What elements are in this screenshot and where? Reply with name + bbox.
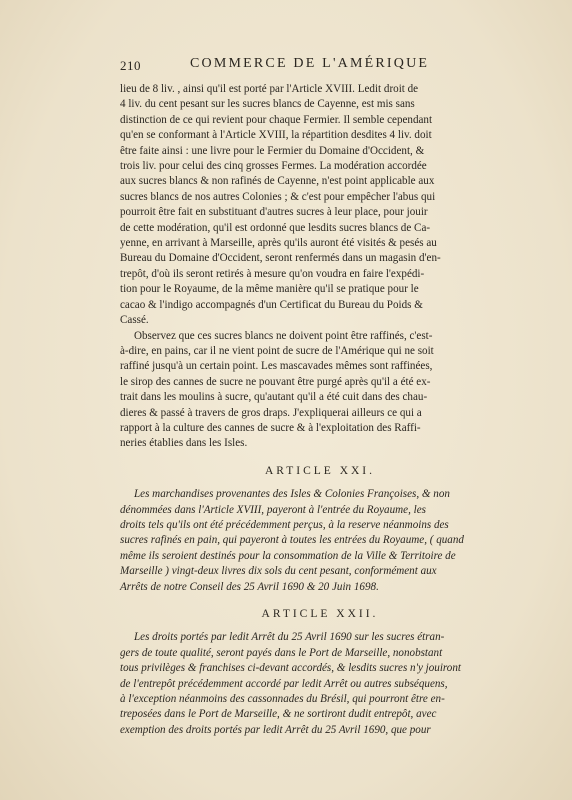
page-body: [120, 82, 520, 738]
text-line: 4 liv. du cent pesant sur les sucres blancs de Cayenne, est mis sans: [120, 98, 415, 111]
article-21-heading: ARTICLE XXI.: [264, 464, 376, 477]
text-line: Les droits portés par ledit Arrêt du 25 Avril 1690 sur les sucres étran-: [134, 631, 445, 644]
text-line: tion pour le Royaume, de la même manière qu'il se pratique pour le: [120, 283, 419, 296]
text-line: qu'en se conformant à l'Article XVIII, la répartition desdites 4 liv. doit: [120, 129, 432, 142]
text-line: sucres blancs de nos autres Colonies ; & c'est pour empêcher l'abus qui: [120, 190, 436, 203]
text-line: trepôt, d'où ils seront retirés à mesure qu'on voudra en faire l'expédi-: [120, 267, 425, 280]
text-line: Arrêts de notre Conseil des 25 Avril 1690 & 20 Juin 1698.: [120, 580, 379, 593]
text-line: raffiné jusqu'à un certain point. Les mascavades mêmes sont raffinées,: [120, 360, 433, 373]
text-line: à l'exception néanmoins des cassonnades du Brésil, qui pourront être en-: [120, 693, 445, 706]
text-line: cacao & l'indigo accompagnés d'un Certificat du Bureau du Poids &: [120, 298, 423, 311]
text-line: pourroit être fait en substituant d'autres sucres à leur place, pour jouir: [120, 206, 428, 219]
text-line: Marseille ) vingt-deux livres dix sols du cent pesant, conformément aux: [120, 565, 437, 578]
paragraph-1: [120, 82, 520, 329]
text-line: rapport à la culture des cannes de sucre & à l'exploitation des Raffi-: [120, 421, 421, 434]
running-head: COMMERCE DE L'AMÉRIQUE: [190, 56, 430, 71]
text-line: trois liv. pour celui des cinq grosses Fermes. La modération accordée: [120, 160, 427, 173]
text-line: de cette modération, qu'il est ordonné que lesdits sucres blancs de Ca-: [120, 221, 431, 234]
text-line: neries établies dans les Isles.: [120, 437, 248, 450]
text-line: lieu de 8 liv. , ainsi qu'il est porté par l'Article XVIII. Ledit droit de: [120, 83, 419, 95]
text-line: être faite ainsi : une livre pour le Fermier du Domaine d'Occident, &: [120, 144, 425, 157]
paragraph-2: [120, 329, 520, 452]
text-line: distinction de ce qui revient pour chaque Fermier. Il semble cependant: [120, 113, 433, 126]
article-22-text: [120, 630, 520, 738]
text-line: même ils seroient destinés pour la consommation de la Ville & Territoire de: [120, 549, 456, 562]
text-line: sucres rafinés en pain, qui payeront à toutes les entrées du Royaume, ( quand: [120, 534, 464, 547]
text-line: tous privilèges & franchises ci-devant accordés, & lesdits sucres n'y jouiront: [120, 662, 461, 675]
page-number: 210: [120, 58, 141, 73]
text-line: aux sucres blancs & non rafinés de Cayenne, n'est point applicable aux: [120, 175, 435, 188]
text-line: Cassé.: [120, 314, 149, 327]
page-header: [120, 56, 515, 78]
text-line: le sirop des cannes de sucre ne pouvant être purgé après qu'il a été ex-: [120, 375, 431, 388]
text-line: à-dire, en pains, car il ne vient point de sucre de l'Amérique qui ne soit: [120, 344, 434, 357]
text-line: Les marchandises provenantes des Isles & Colonies Françoises, & non: [134, 488, 450, 501]
text-line: de l'entrepôt précédemment accordé par ledit Arrêt ou autres subséquens,: [120, 677, 448, 690]
text-line: exemption des droits portés par ledit Arrêt du 25 Avril 1690, que pour: [120, 723, 431, 736]
article-21-text: [120, 487, 520, 595]
text-line: Observez que ces sucres blancs ne doivent point être raffinés, c'est-: [134, 329, 433, 342]
text-line: gers de toute qualité, seront payés dans le Port de Marseille, nonobstant: [120, 646, 443, 659]
text-line: dénommées dans l'Article XVIII, payeront à l'entrée du Royaume, les: [120, 503, 426, 516]
text-line: yenne, en arrivant à Marseille, après qu'ils auront été visités & pesés au: [120, 237, 437, 250]
text-line: droits tels qu'ils ont été précédemment perçus, à la reserve néanmoins des: [120, 518, 449, 531]
text-line: Bureau du Domaine d'Occident, seront renfermés dans un magasin d'en-: [120, 252, 441, 265]
text-line: trait dans les moulins à sucre, qu'autant qu'il a été cuit dans des chau-: [120, 391, 428, 404]
text-line: dieres & passé à travers de gros draps. J'expliquerai ailleurs ce qui a: [120, 406, 422, 419]
text-line: treposées dans le Port de Marseille, & ne sortiront dudit entrepôt, avec: [120, 708, 437, 721]
article-22-heading: ARTICLE XXII.: [261, 608, 379, 620]
